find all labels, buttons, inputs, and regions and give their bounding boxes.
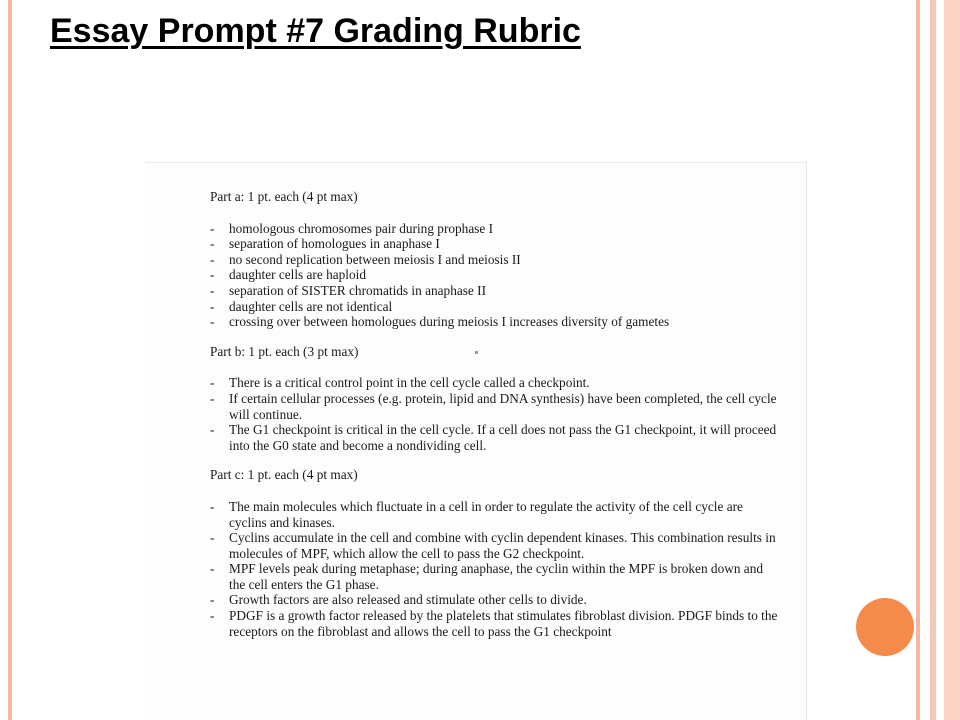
part-c-item-text: Growth factors are also released and stimulate other cells to divide. xyxy=(229,592,587,608)
part-a-item: - daughter cells are not identical xyxy=(210,298,393,314)
part-a-item-text: daughter cells are not identical xyxy=(229,298,393,314)
part-c-heading: Part c: 1 pt. each (4 pt max) xyxy=(210,467,358,483)
part-a-item-text: crossing over between homologues during meiosis I increases diversity of gametes xyxy=(229,314,670,330)
part-a-item-text: separation of SISTER chromatids in anaphase II xyxy=(229,282,487,298)
part-c-item-text: MPF levels peak during metaphase; during anaphase, the cyclin within the MPF is broken down and the cell enters the G1 phase. xyxy=(229,561,763,592)
part-a-item-text: no second replication between meiosis I and meiosis II xyxy=(229,251,521,267)
part-a-item: - crossing over between homologues during meiosis I increases diversity of gametes xyxy=(210,314,670,330)
part-b-item: - If certain cellular processes (e.g. protein, lipid and DNA synthesis) have been completed, the cell cycle will continue. xyxy=(210,390,777,422)
part-b-item-text: If certain cellular processes (e.g. protein, lipid and DNA synthesis) have been completed, the cell cycle will continue. xyxy=(229,390,777,422)
slide-title: Essay Prompt #7 Grading Rubric xyxy=(50,12,581,50)
part-a-list xyxy=(210,221,780,330)
part-c-list xyxy=(210,499,780,639)
part-c-item: - Cyclins accumulate in the cell and combine with cyclin dependent kinases. This combination results in molecules of MPF, which allow the cell to pass the G2 checkpoint. xyxy=(210,530,776,561)
slide-border-right-outer xyxy=(944,0,960,720)
part-c-item: - PDGF is a growth factor released by the platelets that stimulates fibroblast division. PDGF binds to the receptors on the fibroblast and allows the cell to pass the G1 checkpoint xyxy=(210,608,778,639)
part-b-heading: Part b: 1 pt. each (3 pt max) xyxy=(210,343,359,359)
part-c-item: - Growth factors are also released and stimulate other cells to divide. xyxy=(210,592,587,608)
scanned-rubric-image xyxy=(145,162,807,720)
part-b-item-text: The G1 checkpoint is critical in the cell cycle. If a cell does not pass the G1 checkpoint, it will proceed into the G0 state and become a nondividing cell. xyxy=(229,422,777,453)
slide-border-left xyxy=(8,0,12,720)
part-a-item: - homologous chromosomes pair during prophase I xyxy=(210,220,494,236)
part-a-item: - separation of homologues in anaphase I xyxy=(210,236,440,252)
part-a-item: - daughter cells are haploid xyxy=(210,267,366,283)
part-a-item-text: separation of homologues in anaphase I xyxy=(229,236,440,252)
part-c-item-text: PDGF is a growth factor released by the platelets that stimulates fibroblast division. PDGF binds to the receptors on the fibroblast and allows the cell to pass the G1 checkpoint xyxy=(229,608,778,639)
part-c-item-text: Cyclins accumulate in the cell and combine with cyclin dependent kinases. This combination results in molecules of MPF, which allow the cell to pass the G2 checkpoint. xyxy=(229,530,776,561)
part-b-item-text: There is a critical control point in the cell cycle called a checkpoint. xyxy=(229,375,590,391)
part-b-item: - The G1 checkpoint is critical in the cell cycle. If a cell does not pass the G1 checkpoint, it will proceed into the G0 state and become a nondividing cell. xyxy=(210,422,777,453)
orange-circle-decoration xyxy=(856,598,914,656)
rubric-text xyxy=(210,189,780,639)
slide-border-right-middle xyxy=(930,0,936,720)
part-c-item-text: The main molecules which fluctuate in a cell in order to regulate the activity of the cell cycle are cyclins and kinases. xyxy=(229,498,743,530)
part-a-item-text: daughter cells are haploid xyxy=(229,267,366,283)
part-c-item: - MPF levels peak during metaphase; during anaphase, the cyclin within the MPF is broken down and the cell enters the G1 phase. xyxy=(210,561,763,592)
part-c-item: - The main molecules which fluctuate in a cell in order to regulate the activity of the cell cycle are cyclins and kinases. xyxy=(210,498,743,530)
slide-border-right-inner xyxy=(916,0,920,720)
part-a-item: - separation of SISTER chromatids in anaphase II xyxy=(210,282,487,298)
part-a-item-text: homologous chromosomes pair during prophase I xyxy=(229,220,494,236)
part-a-heading: Part a: 1 pt. each (4 pt max) xyxy=(210,189,358,204)
part-a-item: - no second replication between meiosis I and meiosis II xyxy=(210,251,521,267)
part-b-item: - There is a critical control point in the cell cycle called a checkpoint. xyxy=(210,375,590,391)
part-b-list xyxy=(210,375,780,453)
